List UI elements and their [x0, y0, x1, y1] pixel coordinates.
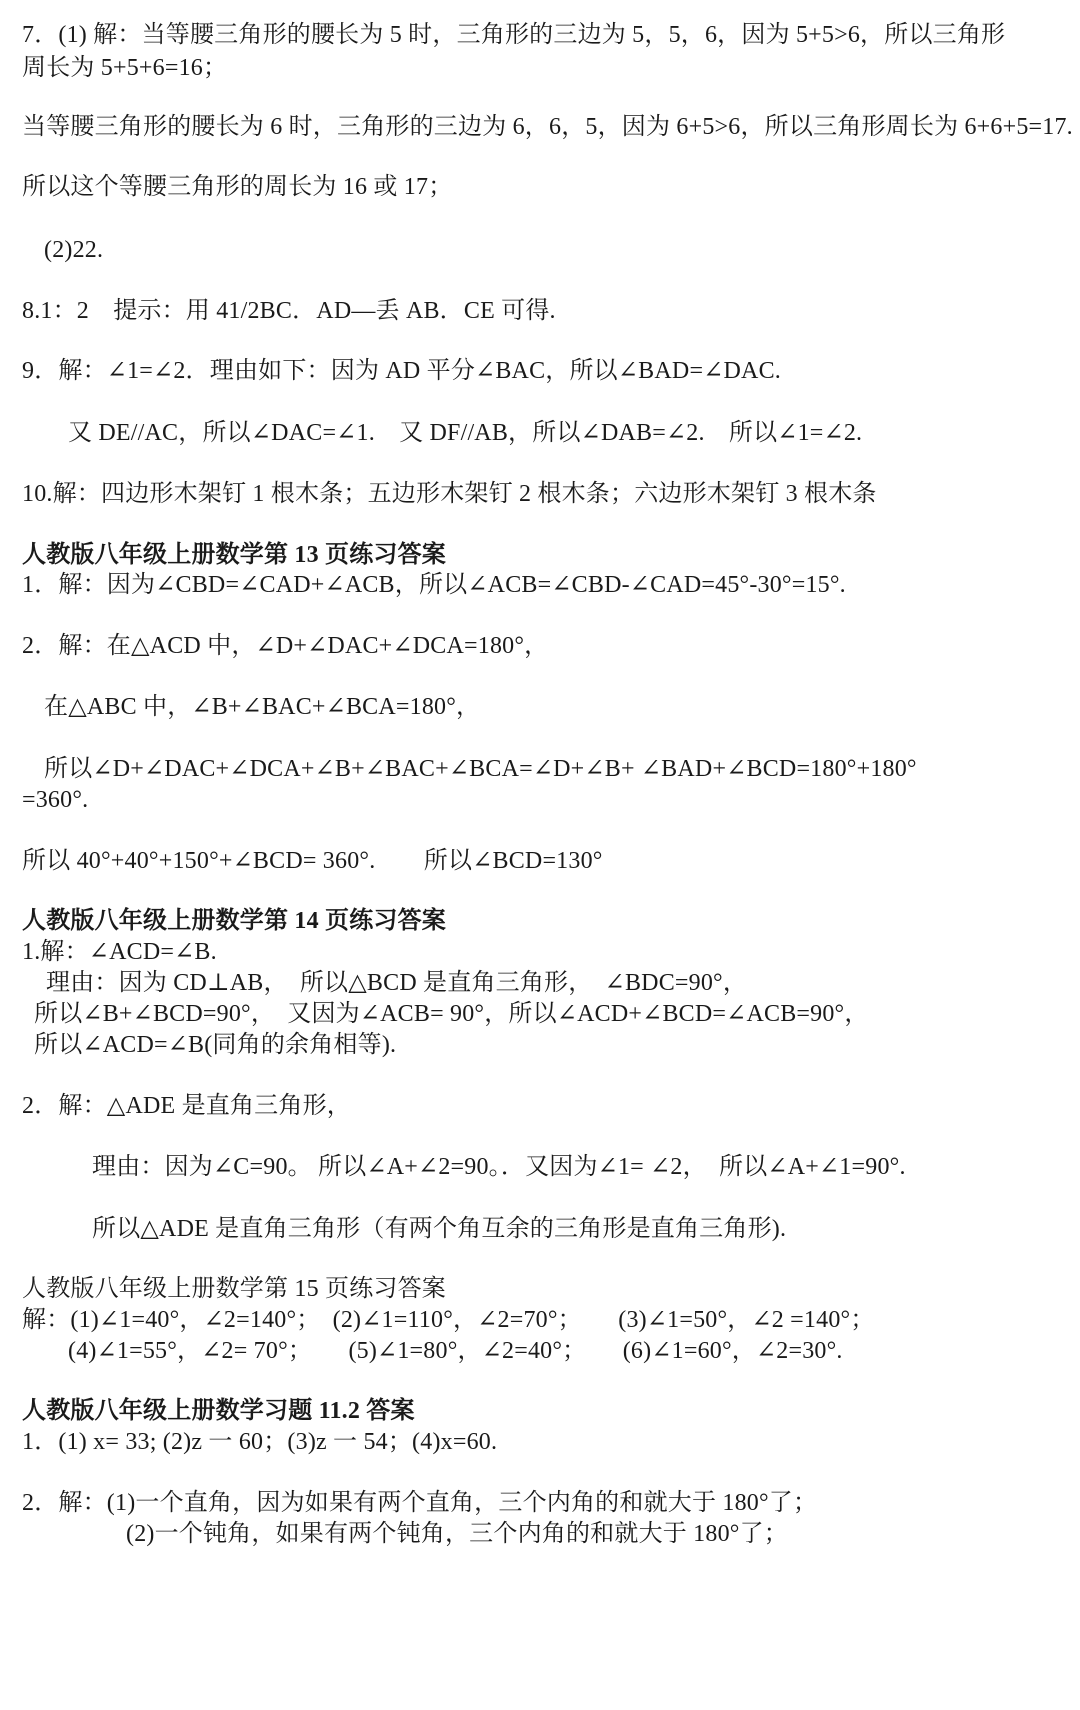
- text-line-q7-case2: 当等腰三角形的腰长为 6 时，三角形的三边为 6，6，5，因为 6+5>6，所以三角形周长为 6+6+5=17.: [22, 114, 1073, 140]
- section-heading-exercise-11-2: 人教版八年级上册数学习题 11.2 答案: [22, 1398, 415, 1424]
- text-line-ex-q1: 1．(1) x= 33; (2)z 一 60；(3)z 一 54；(4)x=60.: [22, 1429, 498, 1455]
- text-line-p13-q2-sum-cont: =360°.: [22, 787, 89, 813]
- text-line-p13-q2: 2．解：在△ACD 中，∠D+∠DAC+∠DCA=180°，: [22, 633, 549, 659]
- text-line-p15-row1: 解：(1)∠1=40°，∠2=140°； (2)∠1=110°，∠2=70°； (3)∠1=50°，∠2 =140°；: [22, 1307, 875, 1333]
- text-line-p13-q2-sum: 所以∠D+∠DAC+∠DCA+∠B+∠BAC+∠BCA=∠D+∠B+ ∠BAD+∠BCD=180°+180°: [44, 756, 917, 782]
- text-line-q9: 9．解：∠1=∠2．理由如下：因为 AD 平分∠BAC，所以∠BAD=∠DAC.: [22, 358, 781, 384]
- text-line-q9-reason: 又 DE//AC，所以∠DAC=∠1. 又 DF//AB，所以∠DAB=∠2. 所以∠1=∠2.: [68, 420, 863, 446]
- section-heading-page15: 人教版八年级上册数学第 15 页练习答案: [22, 1276, 446, 1302]
- text-line-p14-q1-reason: 理由：因为 CD⊥AB， 所以△BCD 是直角三角形， ∠BDC=90°，: [46, 970, 748, 996]
- text-line-ex-q2-part2: (2)一个钝角，如果有两个钝角，三个内角的和就大于 180°了；: [126, 1521, 788, 1547]
- text-line-p14-q1-conclusion: 所以∠ACD=∠B(同角的余角相等).: [34, 1032, 397, 1058]
- text-line-p13-q1: 1．解：因为∠CBD=∠CAD+∠ACB，所以∠ACB=∠CBD-∠CAD=45°-30°=15°.: [22, 572, 846, 598]
- text-line-p13-q2-result: 所以 40°+40°+150°+∠BCD= 360°. 所以∠BCD=130°: [22, 848, 603, 874]
- text-line-p14-q1: 1.解：∠ACD=∠B.: [22, 939, 217, 965]
- text-line-q7-part1: 7．(1) 解：当等腰三角形的腰长为 5 时，三角形的三边为 5，5，6，因为 5+5>6，所以三角形: [22, 22, 1006, 48]
- text-line-ex-q2: 2．解：(1)一个直角，因为如果有两个直角，三个内角的和就大于 180°了；: [22, 1490, 818, 1516]
- text-line-p14-q2-conclusion: 所以△ADE 是直角三角形（有两个角互余的三角形是直角三角形).: [92, 1216, 787, 1242]
- text-line-p15-row2: (4)∠1=55°，∠2= 70°； (5)∠1=80°，∠2=40°； (6)∠1=60°，∠2=30°.: [68, 1338, 843, 1364]
- section-heading-page14: 人教版八年级上册数学第 14 页练习答案: [22, 908, 446, 934]
- text-line-p14-q1-step2: 所以∠B+∠BCD=90°， 又因为∠ACB= 90°，所以∠ACD+∠BCD=∠ACB=90°，: [34, 1001, 869, 1027]
- text-line-q7-conclusion: 所以这个等腰三角形的周长为 16 或 17；: [22, 174, 453, 200]
- text-line-q7-part2: (2)22.: [44, 237, 104, 263]
- text-line-p13-q2-abc: 在△ABC 中，∠B+∠BAC+∠BCA=180°，: [44, 694, 481, 720]
- text-line-q10: 10.解：四边形木架钉 1 根木条；五边形木架钉 2 根木条；六边形木架钉 3 根木条: [22, 481, 877, 507]
- text-line-p14-q2-reason: 理由：因为∠C=90。 所以∠A+∠2=90。．又因为∠1= ∠2， 所以∠A+∠1=90°.: [92, 1154, 906, 1180]
- text-line-q7-perimeter: 周长为 5+5+6=16；: [22, 55, 228, 81]
- text-line-p14-q2: 2．解：△ADE 是直角三角形，: [22, 1093, 351, 1119]
- section-heading-page13: 人教版八年级上册数学第 13 页练习答案: [22, 542, 446, 568]
- text-line-q8: 8.1：2 提示：用 41/2BC．AD—丢 AB．CE 可得.: [22, 298, 556, 324]
